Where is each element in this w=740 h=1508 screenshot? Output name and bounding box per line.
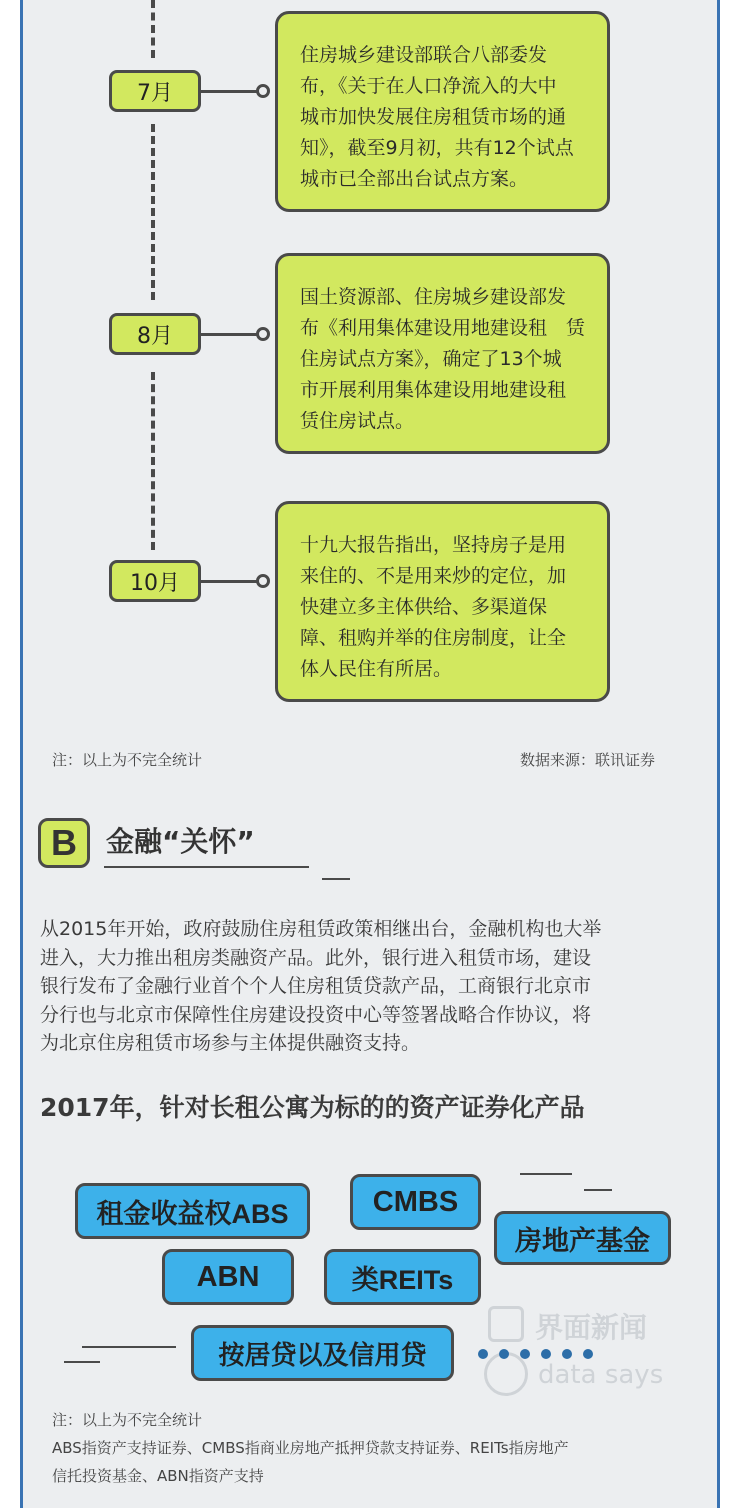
decor-bar	[520, 1173, 572, 1175]
card-line: 快建立多主体供给、多渠道保	[300, 596, 548, 618]
product-tag: 房地产基金	[494, 1211, 671, 1265]
footnote: ABS指资产支持证券、CMBS指商业房地产抵押贷款支持证券、REITs指房地产	[52, 1439, 569, 1457]
section-paragraph	[40, 915, 704, 1058]
card-line: 来住的、不是用来炒的定位，加	[300, 565, 567, 587]
timeline-connector	[201, 90, 258, 93]
card-line: 体人民住有所居。	[300, 658, 453, 680]
card-line: 赁住房试点。	[300, 410, 415, 432]
title-underline	[104, 866, 309, 868]
timeline-line	[151, 124, 155, 300]
timeline-line	[151, 372, 155, 550]
timeline-event-card	[275, 253, 610, 454]
timeline-line	[151, 0, 155, 58]
decor-dot	[541, 1349, 551, 1359]
paragraph-line: 银行发布了金融行业首个个人住房租赁贷款产品，工商银行北京市	[40, 975, 592, 997]
footnote: 信托投资基金、ABN指资产支持	[52, 1467, 264, 1485]
decor-dot	[583, 1349, 593, 1359]
data-source: 数据来源：联讯证券	[520, 751, 656, 769]
timeline-dot	[256, 327, 270, 341]
paragraph-line: 为北京住房租赁市场参与主体提供融资支持。	[40, 1032, 421, 1054]
card-line: 城市已全部出台试点方案。	[300, 168, 529, 190]
timeline-connector	[201, 580, 258, 583]
timeline-month: 7月	[109, 70, 201, 112]
timeline-dot	[256, 574, 270, 588]
product-tag: 租金收益权ABS	[75, 1183, 310, 1239]
card-line: 住房试点方案》，确定了13个城	[300, 348, 562, 370]
watermark-logo-icon	[488, 1306, 524, 1342]
decor-bar	[82, 1346, 176, 1348]
decor-bar	[584, 1189, 612, 1191]
card-line: 布《利用集体建设用地建设租 赁	[300, 317, 586, 339]
timeline-month: 10月	[109, 560, 201, 602]
card-line: 市开展利用集体建设用地建设租	[300, 379, 567, 401]
decor-dot	[478, 1349, 488, 1359]
watermark-circle-icon	[484, 1352, 528, 1396]
paragraph-line: 分行也与北京市保障性住房建设投资中心等签署战略合作协议，将	[40, 1003, 592, 1026]
card-line: 住房城乡建设部联合八部委发	[300, 44, 548, 66]
footnote: 注：以上为不完全统计	[52, 1411, 203, 1429]
product-tag: 按居贷以及信用贷	[191, 1325, 454, 1381]
timeline-event-card	[275, 501, 610, 702]
watermark-brand: 界面新闻	[535, 1311, 648, 1344]
product-tag: ABN	[162, 1249, 294, 1305]
card-line: 障、租购并举的住房制度，让全	[300, 627, 567, 649]
timeline-month: 8月	[109, 313, 201, 355]
timeline-note: 注：以上为不完全统计	[52, 751, 203, 769]
title-underline-short	[322, 878, 350, 880]
decor-dot	[562, 1349, 572, 1359]
card-line: 十九大报告指出，坚持房子是用	[300, 534, 567, 556]
paragraph-line: 进入，大力推出租房类融资产品。此外，银行进入租赁市场，建设	[40, 946, 592, 969]
product-tag: CMBS	[350, 1174, 481, 1230]
decor-dot	[499, 1349, 509, 1359]
section-title: 金融“关怀”	[106, 825, 255, 858]
section-letter-badge: B	[38, 818, 90, 868]
products-subtitle: 2017年，针对长租公寓为标的的资产证券化产品	[40, 1093, 585, 1122]
paragraph-line: 从2015年开始，政府鼓励住房租赁政策相继出台，金融机构也大举	[40, 918, 602, 940]
timeline-event-card	[275, 11, 610, 212]
card-line: 城市加快发展住房租赁市场的通	[300, 106, 567, 128]
timeline-connector	[201, 333, 258, 336]
card-line: 国土资源部、住房城乡建设部发	[300, 286, 567, 308]
timeline-dot	[256, 84, 270, 98]
watermark-sub: data says	[538, 1360, 664, 1390]
card-line: 知》，截至9月初，共有12个试点	[300, 137, 574, 159]
decor-dot	[520, 1349, 530, 1359]
card-line: 布，《关于在人口净流入的大中	[300, 75, 557, 97]
decor-bar	[64, 1361, 100, 1363]
product-tag: 类REITs	[324, 1249, 481, 1305]
